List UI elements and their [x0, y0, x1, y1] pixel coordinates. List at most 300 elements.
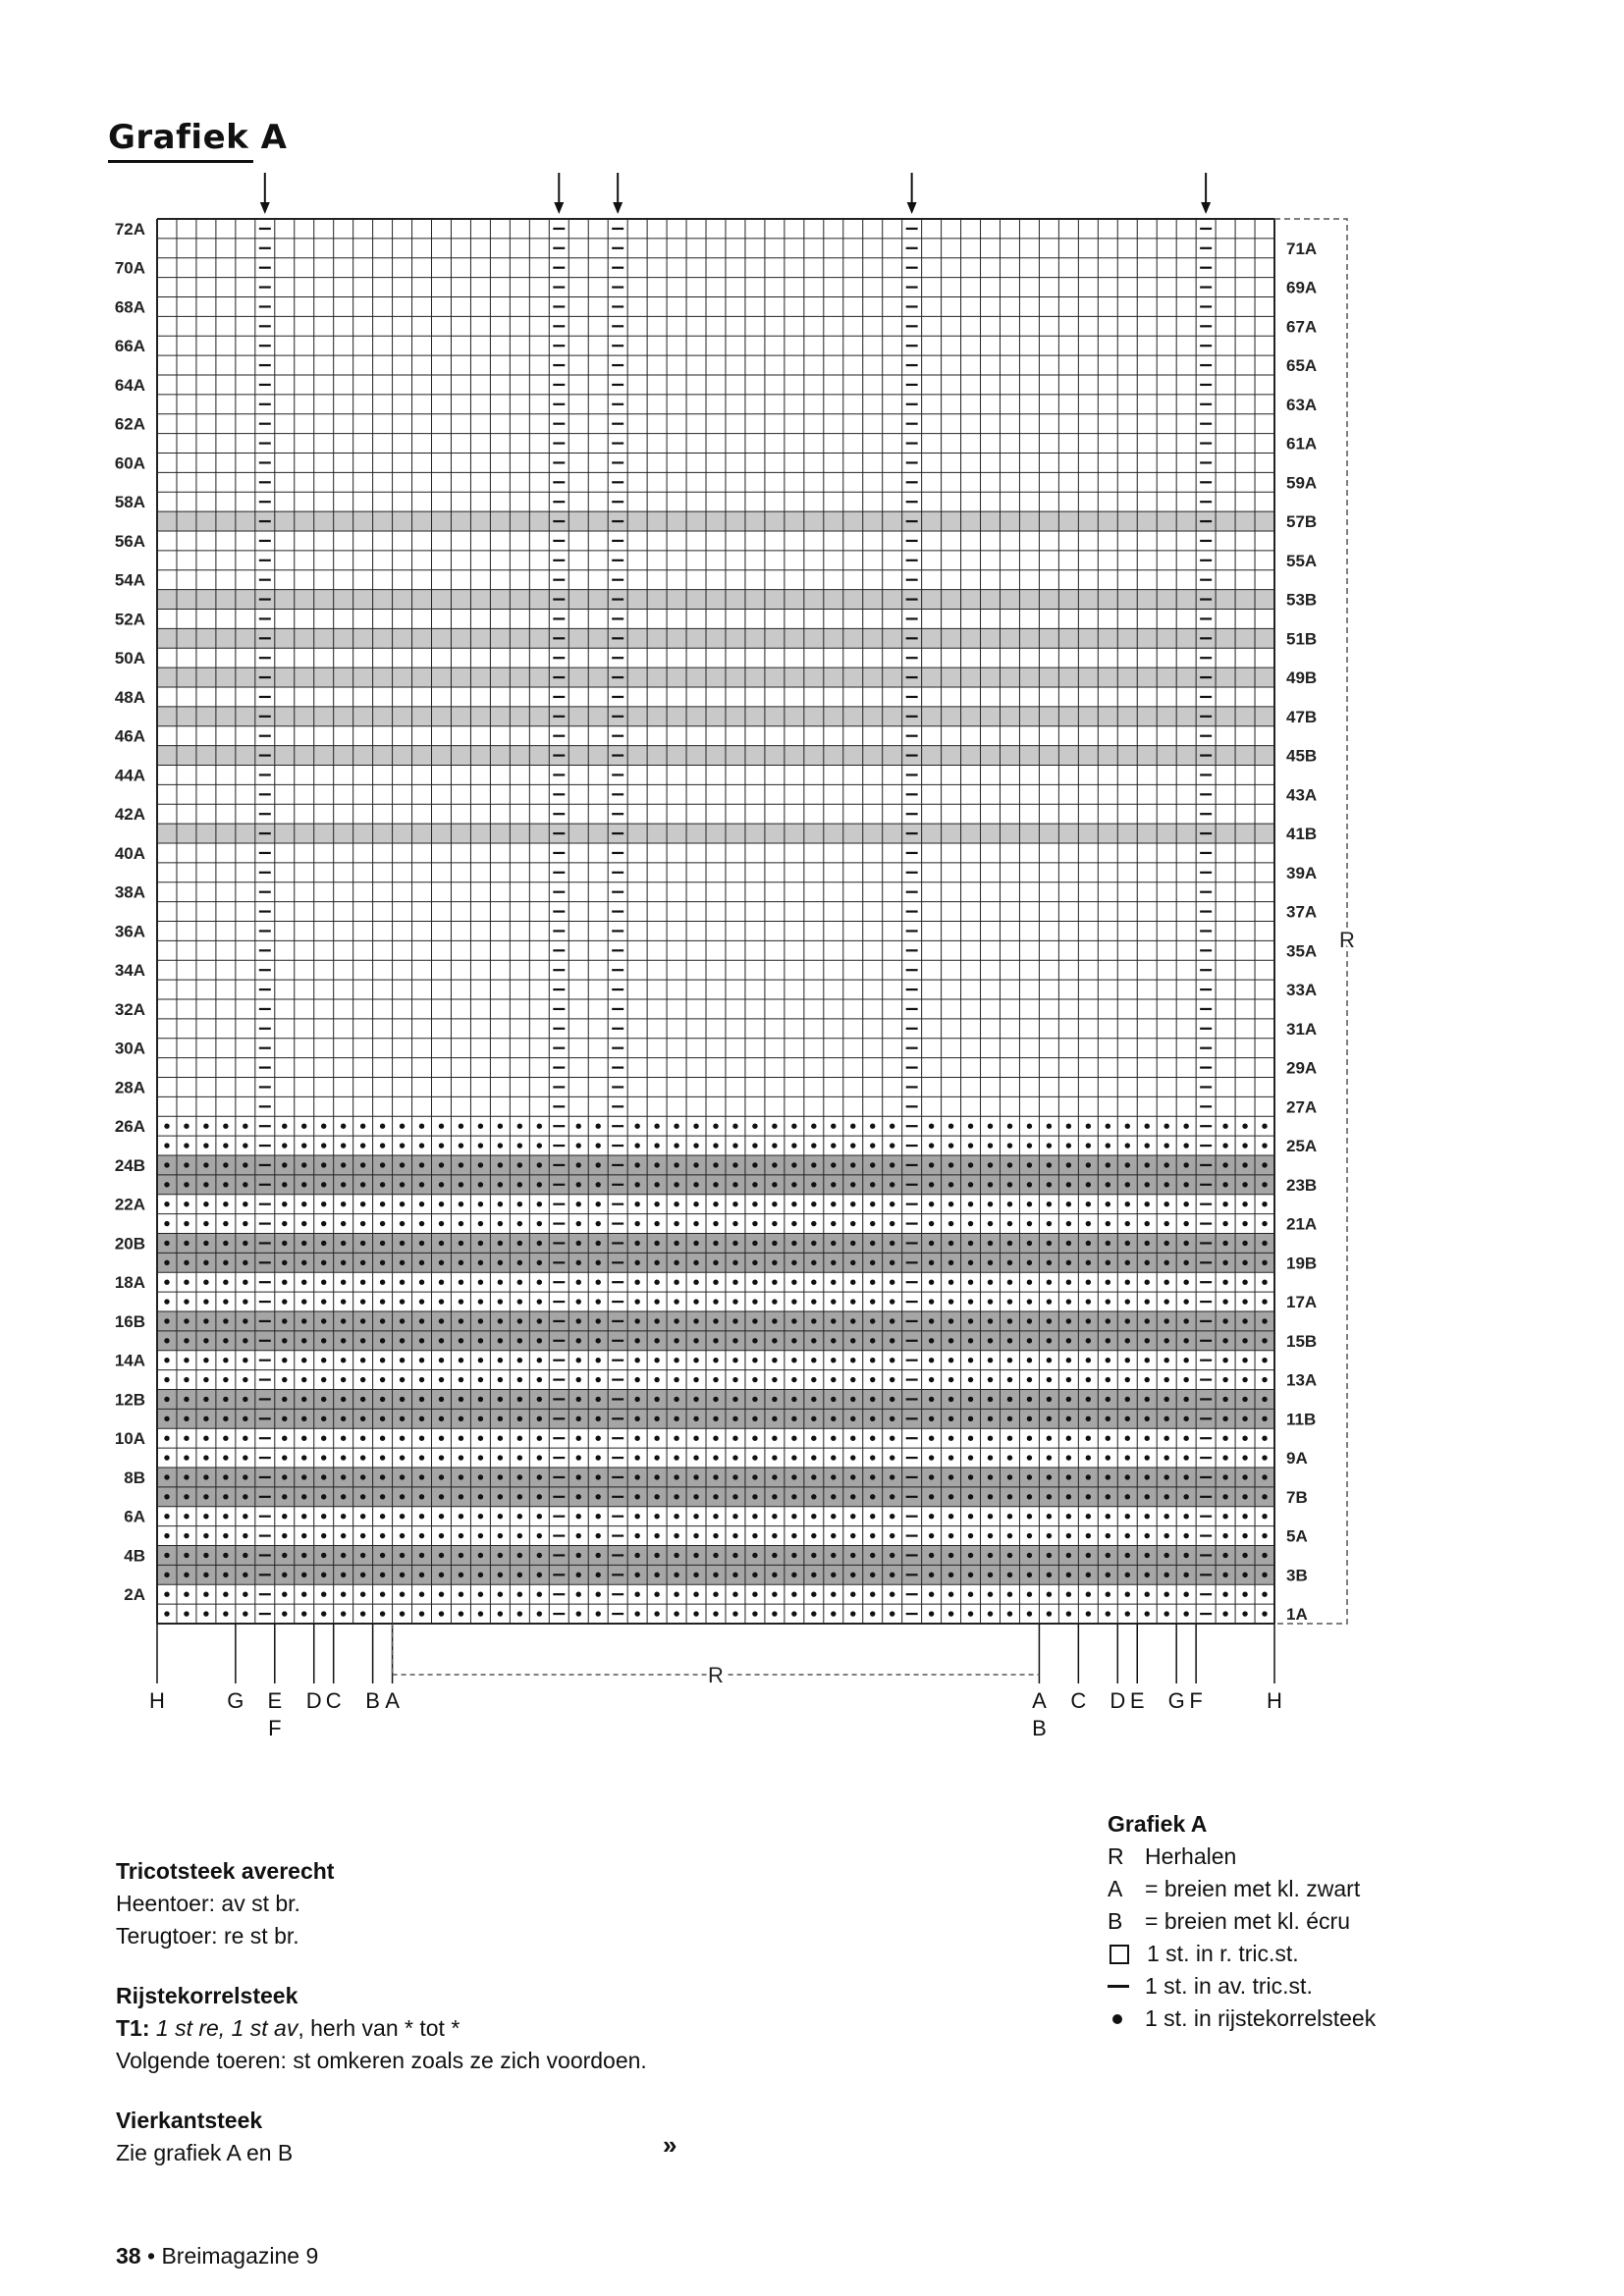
- seed-stitch: [1183, 1514, 1188, 1519]
- seed-stitch: [1164, 1377, 1168, 1382]
- seed-stitch: [360, 1221, 365, 1226]
- seed-stitch: [850, 1241, 855, 1246]
- seed-stitch: [791, 1260, 796, 1265]
- seed-stitch: [1027, 1241, 1032, 1246]
- seed-stitch: [576, 1514, 581, 1519]
- seed-stitch: [1145, 1474, 1150, 1479]
- seed-stitch: [596, 1474, 601, 1479]
- seed-stitch: [341, 1221, 346, 1226]
- seed-stitch: [1222, 1123, 1227, 1128]
- seed-stitch: [1183, 1182, 1188, 1187]
- stripe-row: [157, 667, 1274, 687]
- seed-stitch: [360, 1338, 365, 1343]
- row-label-right: 1A: [1286, 1605, 1308, 1625]
- seed-stitch: [1027, 1435, 1032, 1440]
- seed-stitch: [282, 1260, 287, 1265]
- seed-stitch: [419, 1241, 424, 1246]
- seed-stitch: [1164, 1221, 1168, 1226]
- row-label-right: 45B: [1286, 746, 1318, 766]
- seed-stitch: [164, 1514, 169, 1519]
- seed-stitch: [1007, 1182, 1012, 1187]
- seed-stitch: [243, 1221, 247, 1226]
- seed-stitch: [164, 1260, 169, 1265]
- seed-stitch: [1106, 1123, 1110, 1128]
- seed-stitch: [772, 1221, 777, 1226]
- seed-stitch: [596, 1338, 601, 1343]
- stitch-heading: Rijstekorrelsteek: [116, 1983, 298, 2008]
- seed-stitch: [811, 1162, 816, 1167]
- seed-stitch: [537, 1241, 542, 1246]
- seed-stitch: [301, 1474, 306, 1479]
- seed-stitch: [988, 1279, 993, 1284]
- seed-stitch: [439, 1416, 444, 1421]
- seed-stitch: [890, 1455, 894, 1460]
- seed-stitch: [870, 1591, 875, 1596]
- seed-stitch: [341, 1611, 346, 1616]
- seed-stitch: [1145, 1123, 1150, 1128]
- seed-stitch: [1066, 1241, 1071, 1246]
- seed-stitch: [752, 1514, 757, 1519]
- seed-stitch: [1007, 1455, 1012, 1460]
- seed-stitch: [1164, 1397, 1168, 1402]
- seed-stitch: [1125, 1416, 1130, 1421]
- seed-stitch: [968, 1435, 973, 1440]
- seed-stitch: [243, 1279, 247, 1284]
- seed-stitch: [223, 1474, 228, 1479]
- seed-stitch: [1183, 1533, 1188, 1538]
- seed-stitch: [360, 1260, 365, 1265]
- seed-stitch: [929, 1221, 934, 1226]
- seed-stitch: [517, 1474, 522, 1479]
- seed-stitch: [713, 1241, 718, 1246]
- seed-stitch: [360, 1162, 365, 1167]
- seed-stitch: [321, 1299, 326, 1304]
- seed-stitch: [870, 1455, 875, 1460]
- seed-stitch: [634, 1611, 639, 1616]
- seed-stitch: [1007, 1533, 1012, 1538]
- seed-stitch: [184, 1143, 189, 1148]
- legend-text: 1 st. in r. tric.st.: [1147, 1941, 1299, 1966]
- stitch-text: Heentoer: av st br.: [116, 1891, 300, 1916]
- seed-stitch: [831, 1397, 836, 1402]
- seed-stitch: [929, 1397, 934, 1402]
- seed-stitch: [988, 1435, 993, 1440]
- seed-stitch: [1183, 1358, 1188, 1362]
- seed-stitch: [1222, 1533, 1227, 1538]
- seed-stitch: [732, 1573, 737, 1577]
- seed-stitch: [400, 1143, 405, 1148]
- seed-stitch: [1066, 1299, 1071, 1304]
- seed-stitch: [1125, 1494, 1130, 1499]
- seed-stitch: [791, 1279, 796, 1284]
- seed-stitch: [890, 1162, 894, 1167]
- seed-stitch: [1027, 1533, 1032, 1538]
- seed-stitch: [1262, 1611, 1267, 1616]
- seed-stitch: [341, 1455, 346, 1460]
- row-label-left: 50A: [114, 649, 145, 668]
- seed-stitch: [478, 1143, 483, 1148]
- seed-stitch: [772, 1416, 777, 1421]
- seed-stitch: [596, 1123, 601, 1128]
- seed-stitch: [772, 1377, 777, 1382]
- seed-stitch: [713, 1573, 718, 1577]
- seed-stitch: [400, 1260, 405, 1265]
- seed-stitch: [831, 1416, 836, 1421]
- seed-stitch: [164, 1221, 169, 1226]
- seed-stitch: [1086, 1162, 1091, 1167]
- seed-stitch: [693, 1494, 698, 1499]
- seed-stitch: [654, 1338, 659, 1343]
- seed-stitch: [1222, 1279, 1227, 1284]
- seed-stitch: [301, 1318, 306, 1323]
- seed-stitch: [419, 1611, 424, 1616]
- seed-stitch: [1027, 1377, 1032, 1382]
- seed-stitch: [1106, 1201, 1110, 1206]
- seed-stitch: [1066, 1416, 1071, 1421]
- seed-stitch: [968, 1201, 973, 1206]
- seed-stitch: [321, 1591, 326, 1596]
- seed-stitch: [203, 1591, 208, 1596]
- seed-stitch: [400, 1123, 405, 1128]
- seed-stitch: [439, 1143, 444, 1148]
- seed-stitch: [400, 1279, 405, 1284]
- seed-stitch: [1183, 1299, 1188, 1304]
- seed-stitch: [321, 1573, 326, 1577]
- seed-stitch: [831, 1260, 836, 1265]
- seed-stitch: [1086, 1338, 1091, 1343]
- seed-stitch: [1242, 1338, 1247, 1343]
- seed-stitch: [360, 1611, 365, 1616]
- seed-stitch: [1164, 1533, 1168, 1538]
- seed-stitch: [988, 1611, 993, 1616]
- seed-stitch: [243, 1338, 247, 1343]
- seed-stitch: [732, 1123, 737, 1128]
- seed-stitch: [419, 1533, 424, 1538]
- seed-stitch: [439, 1299, 444, 1304]
- seed-stitch: [1106, 1494, 1110, 1499]
- seed-stitch: [674, 1201, 678, 1206]
- seed-stitch: [791, 1573, 796, 1577]
- seed-stitch: [537, 1435, 542, 1440]
- seed-stitch: [870, 1201, 875, 1206]
- seed-stitch: [321, 1494, 326, 1499]
- seed-stitch: [713, 1299, 718, 1304]
- row-label-right: 27A: [1286, 1097, 1318, 1117]
- seed-stitch: [301, 1455, 306, 1460]
- row-label-right: 65A: [1286, 356, 1318, 376]
- seed-stitch: [478, 1123, 483, 1128]
- seed-stitch: [596, 1455, 601, 1460]
- seed-stitch: [282, 1338, 287, 1343]
- seed-stitch: [596, 1377, 601, 1382]
- seed-stitch: [223, 1533, 228, 1538]
- seed-stitch: [752, 1318, 757, 1323]
- seed-stitch: [1066, 1591, 1071, 1596]
- seed-stitch: [850, 1494, 855, 1499]
- seed-stitch: [1027, 1455, 1032, 1460]
- seed-stitch: [498, 1474, 503, 1479]
- seed-stitch: [1183, 1435, 1188, 1440]
- seed-stitch: [282, 1397, 287, 1402]
- seed-stitch: [791, 1474, 796, 1479]
- seed-stitch: [831, 1221, 836, 1226]
- stitch-line: [116, 2137, 647, 2169]
- seed-stitch: [929, 1533, 934, 1538]
- seed-stitch: [1086, 1533, 1091, 1538]
- seed-stitch: [498, 1358, 503, 1362]
- seed-stitch: [1047, 1573, 1052, 1577]
- seed-stitch: [948, 1358, 953, 1362]
- seed-stitch: [184, 1416, 189, 1421]
- row-label-right: 11B: [1286, 1410, 1317, 1429]
- seed-stitch: [870, 1474, 875, 1479]
- seed-stitch: [948, 1182, 953, 1187]
- seed-stitch: [1086, 1241, 1091, 1246]
- seed-stitch: [732, 1494, 737, 1499]
- seed-stitch: [184, 1494, 189, 1499]
- seed-stitch: [439, 1123, 444, 1128]
- seed-stitch: [400, 1435, 405, 1440]
- seed-stitch: [419, 1182, 424, 1187]
- seed-stitch: [811, 1241, 816, 1246]
- seed-stitch: [870, 1553, 875, 1558]
- seed-stitch: [576, 1533, 581, 1538]
- seed-stitch: [654, 1514, 659, 1519]
- seed-stitch: [1086, 1358, 1091, 1362]
- seed-stitch: [1066, 1338, 1071, 1343]
- seed-stitch: [1086, 1514, 1091, 1519]
- legend-key: R: [1108, 1843, 1124, 1869]
- seed-stitch: [243, 1573, 247, 1577]
- seed-stitch: [419, 1514, 424, 1519]
- seed-stitch: [498, 1377, 503, 1382]
- seed-stitch: [870, 1241, 875, 1246]
- seed-stitch: [732, 1533, 737, 1538]
- seed-stitch: [870, 1182, 875, 1187]
- seed-stitch: [184, 1533, 189, 1538]
- seed-stitch: [713, 1143, 718, 1148]
- seed-stitch: [713, 1397, 718, 1402]
- page-title: Grafiek A: [108, 118, 288, 157]
- seed-stitch: [498, 1553, 503, 1558]
- seed-stitch: [400, 1318, 405, 1323]
- seed-stitch: [654, 1553, 659, 1558]
- seed-stitch: [184, 1397, 189, 1402]
- seed-stitch: [968, 1221, 973, 1226]
- seed-stitch: [1047, 1279, 1052, 1284]
- seed-stitch: [360, 1455, 365, 1460]
- seed-stitch: [537, 1553, 542, 1558]
- row-label-right: 13A: [1286, 1370, 1318, 1390]
- seed-stitch: [1066, 1435, 1071, 1440]
- row-label-left: 56A: [114, 531, 145, 551]
- seed-stitch: [654, 1397, 659, 1402]
- seed-stitch: [282, 1358, 287, 1362]
- seed-stitch: [890, 1221, 894, 1226]
- seed-stitch: [1047, 1397, 1052, 1402]
- seed-stitch: [1125, 1241, 1130, 1246]
- seed-stitch: [811, 1455, 816, 1460]
- seed-stitch: [537, 1591, 542, 1596]
- seed-stitch: [772, 1611, 777, 1616]
- seed-stitch: [321, 1553, 326, 1558]
- column-marker-label: C: [325, 1688, 342, 1713]
- seed-stitch: [459, 1553, 463, 1558]
- seed-stitch: [870, 1260, 875, 1265]
- seed-stitch: [576, 1241, 581, 1246]
- seed-stitch: [341, 1260, 346, 1265]
- seed-stitch: [1242, 1611, 1247, 1616]
- seed-stitch: [478, 1494, 483, 1499]
- seed-stitch: [693, 1241, 698, 1246]
- seed-stitch: [929, 1591, 934, 1596]
- seed-stitch: [184, 1299, 189, 1304]
- seed-stitch: [1125, 1299, 1130, 1304]
- seed-stitch: [1145, 1416, 1150, 1421]
- seed-stitch: [301, 1123, 306, 1128]
- seed-stitch: [596, 1299, 601, 1304]
- seed-stitch: [243, 1514, 247, 1519]
- seed-stitch: [1086, 1201, 1091, 1206]
- seed-stitch: [948, 1241, 953, 1246]
- row-label-right: 49B: [1286, 668, 1318, 688]
- seed-stitch: [850, 1611, 855, 1616]
- seed-stitch: [1125, 1162, 1130, 1167]
- seed-stitch: [713, 1338, 718, 1343]
- seed-stitch: [890, 1201, 894, 1206]
- seed-stitch: [419, 1318, 424, 1323]
- seed-stitch: [929, 1611, 934, 1616]
- seed-stitch: [831, 1514, 836, 1519]
- seed-stitch: [1027, 1143, 1032, 1148]
- seed-stitch: [831, 1553, 836, 1558]
- seed-stitch: [831, 1318, 836, 1323]
- seed-stitch: [1222, 1591, 1227, 1596]
- seed-stitch: [1145, 1611, 1150, 1616]
- seed-stitch: [459, 1123, 463, 1128]
- seed-stitch: [1262, 1338, 1267, 1343]
- seed-stitch: [1106, 1435, 1110, 1440]
- seed-stitch: [301, 1533, 306, 1538]
- seed-stitch: [988, 1494, 993, 1499]
- seed-stitch: [301, 1299, 306, 1304]
- seed-stitch: [674, 1260, 678, 1265]
- seed-stitch: [517, 1201, 522, 1206]
- seed-stitch: [1125, 1435, 1130, 1440]
- seed-stitch: [439, 1221, 444, 1226]
- seed-stitch: [400, 1377, 405, 1382]
- stripe-row: [157, 707, 1274, 726]
- row-label-left: 40A: [114, 843, 145, 863]
- seed-stitch: [478, 1474, 483, 1479]
- seed-stitch: [1222, 1553, 1227, 1558]
- seed-stitch: [1262, 1533, 1267, 1538]
- seed-stitch: [459, 1338, 463, 1343]
- seed-stitch: [948, 1162, 953, 1167]
- seed-stitch: [968, 1338, 973, 1343]
- seed-stitch: [1242, 1162, 1247, 1167]
- magazine-name: Breimagazine 9: [161, 2243, 319, 2269]
- seed-stitch: [890, 1358, 894, 1362]
- seed-stitch: [1262, 1494, 1267, 1499]
- seed-stitch: [537, 1455, 542, 1460]
- seed-stitch: [1106, 1260, 1110, 1265]
- seed-stitch: [341, 1162, 346, 1167]
- seed-stitch: [831, 1201, 836, 1206]
- seed-stitch: [693, 1397, 698, 1402]
- seed-stitch: [380, 1573, 385, 1577]
- seed-stitch: [1066, 1573, 1071, 1577]
- seed-stitch: [576, 1201, 581, 1206]
- seed-stitch: [517, 1143, 522, 1148]
- seed-stitch: [634, 1397, 639, 1402]
- seed-stitch: [223, 1279, 228, 1284]
- row-label-left: 54A: [114, 570, 145, 590]
- seed-stitch: [831, 1455, 836, 1460]
- seed-stitch: [752, 1377, 757, 1382]
- seed-stitch: [1066, 1143, 1071, 1148]
- seed-stitch: [713, 1474, 718, 1479]
- seed-stitch: [988, 1573, 993, 1577]
- seed-stitch: [223, 1455, 228, 1460]
- seed-stitch: [693, 1377, 698, 1382]
- seed-stitch: [674, 1279, 678, 1284]
- seed-stitch: [890, 1553, 894, 1558]
- seed-stitch: [459, 1611, 463, 1616]
- seed-stitch: [341, 1358, 346, 1362]
- seed-stitch: [791, 1611, 796, 1616]
- seed-stitch: [1047, 1591, 1052, 1596]
- seed-stitch: [1125, 1358, 1130, 1362]
- seed-stitch: [693, 1611, 698, 1616]
- seed-stitch: [282, 1435, 287, 1440]
- seed-stitch: [321, 1162, 326, 1167]
- seed-stitch: [890, 1494, 894, 1499]
- row-label-left: 6A: [124, 1507, 145, 1526]
- seed-stitch: [341, 1435, 346, 1440]
- seed-stitch: [1262, 1377, 1267, 1382]
- seed-stitch: [459, 1162, 463, 1167]
- seed-stitch: [850, 1221, 855, 1226]
- seed-stitch: [576, 1377, 581, 1382]
- seed-stitch: [732, 1435, 737, 1440]
- column-marker-label: B: [365, 1688, 380, 1713]
- seed-stitch: [1066, 1553, 1071, 1558]
- seed-stitch: [948, 1377, 953, 1382]
- seed-stitch: [576, 1162, 581, 1167]
- seed-stitch: [478, 1299, 483, 1304]
- seed-stitch: [537, 1533, 542, 1538]
- seed-stitch: [1106, 1338, 1110, 1343]
- seed-stitch: [498, 1201, 503, 1206]
- seed-stitch: [948, 1474, 953, 1479]
- seed-stitch: [184, 1123, 189, 1128]
- seed-stitch: [831, 1162, 836, 1167]
- seed-stitch: [890, 1143, 894, 1148]
- seed-stitch: [791, 1416, 796, 1421]
- seed-stitch: [811, 1377, 816, 1382]
- seed-stitch: [400, 1455, 405, 1460]
- seed-stitch: [1242, 1397, 1247, 1402]
- seed-stitch: [1183, 1260, 1188, 1265]
- seed-stitch: [223, 1514, 228, 1519]
- seed-stitch: [1007, 1260, 1012, 1265]
- seed-stitch: [380, 1494, 385, 1499]
- seed-stitch: [380, 1553, 385, 1558]
- seed-stitch: [634, 1279, 639, 1284]
- seed-stitch: [223, 1377, 228, 1382]
- row-label-right: 33A: [1286, 981, 1318, 1000]
